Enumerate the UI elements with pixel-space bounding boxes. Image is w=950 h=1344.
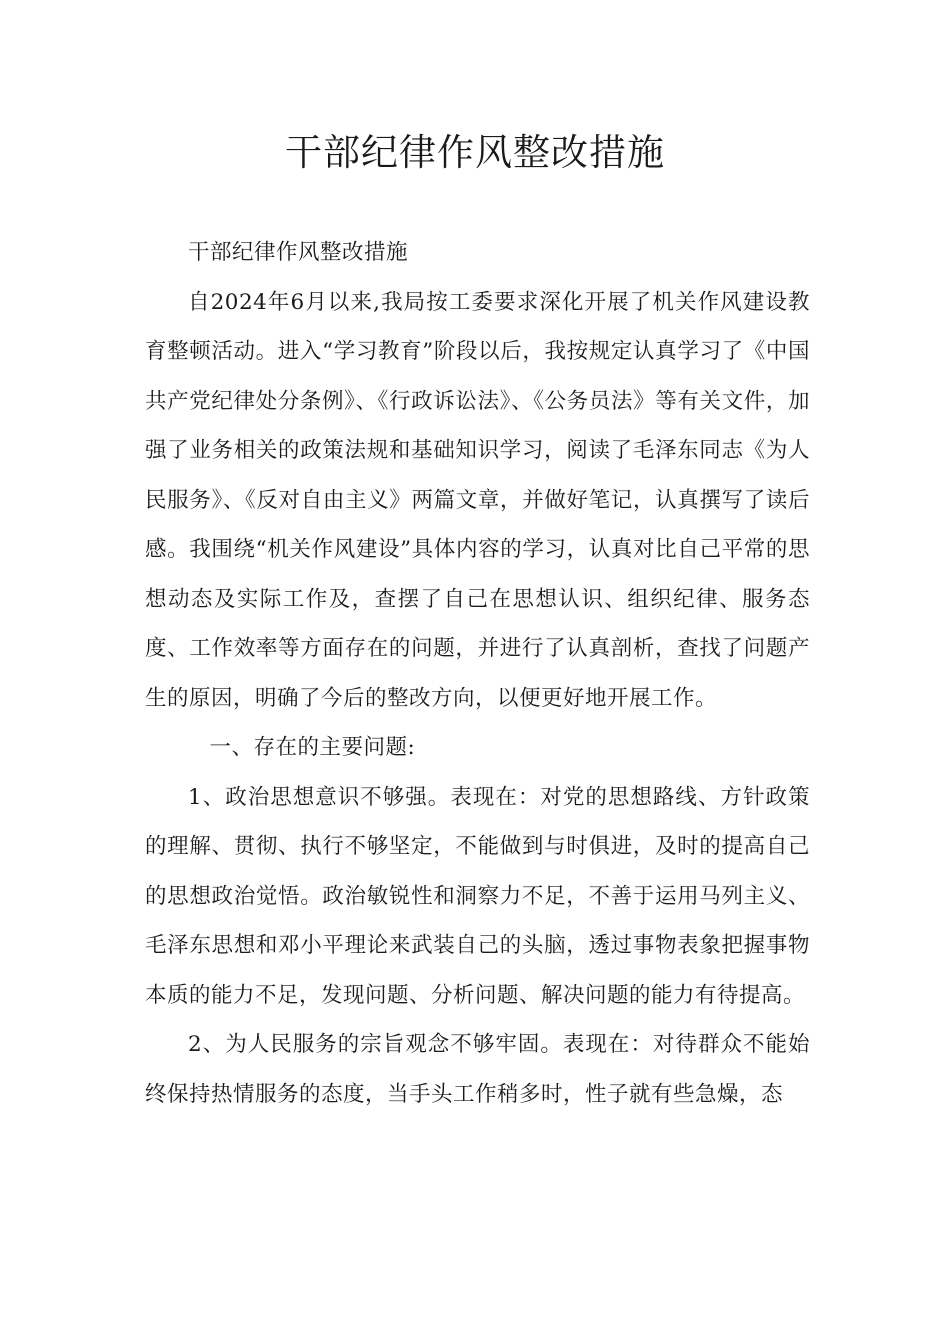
- subtitle-paragraph: 干部纪律作风整改措施: [188, 240, 409, 265]
- intro-paragraph: 自2024年6月以来,我局按工委要求深化开展了机关作风建设教育整顿活动。进入“学习教育”阶段以后，我按规定认真学习了《中国共产党纪律处分条例》、《行政诉讼法》、《公务员法》等有关文件，加强了业务相关的政策法规和基础知识学习，阅读了毛泽东同志《为人民服务》、《反对自由主义》两篇文章，并做好笔记，认真撰写了读后感。我围绕“机关作风建设”具体内容的学习，认真对比自己平常的思想动态及实际工作及，查摆了自己在思想认识、组织纪律、服务态度、工作效率等方面存在的问题，并进行了认真剖析，查找了问题产生的原因，明确了今后的整改方向，以便更好地开展工作。: [145, 289, 810, 711]
- section-heading: 一、存在的主要问题:: [209, 735, 416, 760]
- issue-paragraph-1: 1、政治思想意识不够强。表现在：对党的思想路线、方针政策的理解、贯彻、执行不够坚定，不能做到与时俱进，及时的提高自己的思想政治觉悟。政治敏锐性和洞察力不足，不善于运用马列主义、毛泽东思想和邓小平理论来武装自己的头脑，透过事物表象把握事物本质的能力不足，发现问题、分析问题、解决问题的能力有待提高。: [145, 784, 810, 1008]
- issue-paragraph-2: 2、为人民服务的宗旨观念不够牢固。表现在：对待群众不能始终保持热情服务的态度，当手头工作稍多时，性子就有些急燥，态: [145, 1032, 810, 1107]
- document-title: 干部纪律作风整改措施: [285, 131, 665, 174]
- document-body: [145, 228, 810, 1119]
